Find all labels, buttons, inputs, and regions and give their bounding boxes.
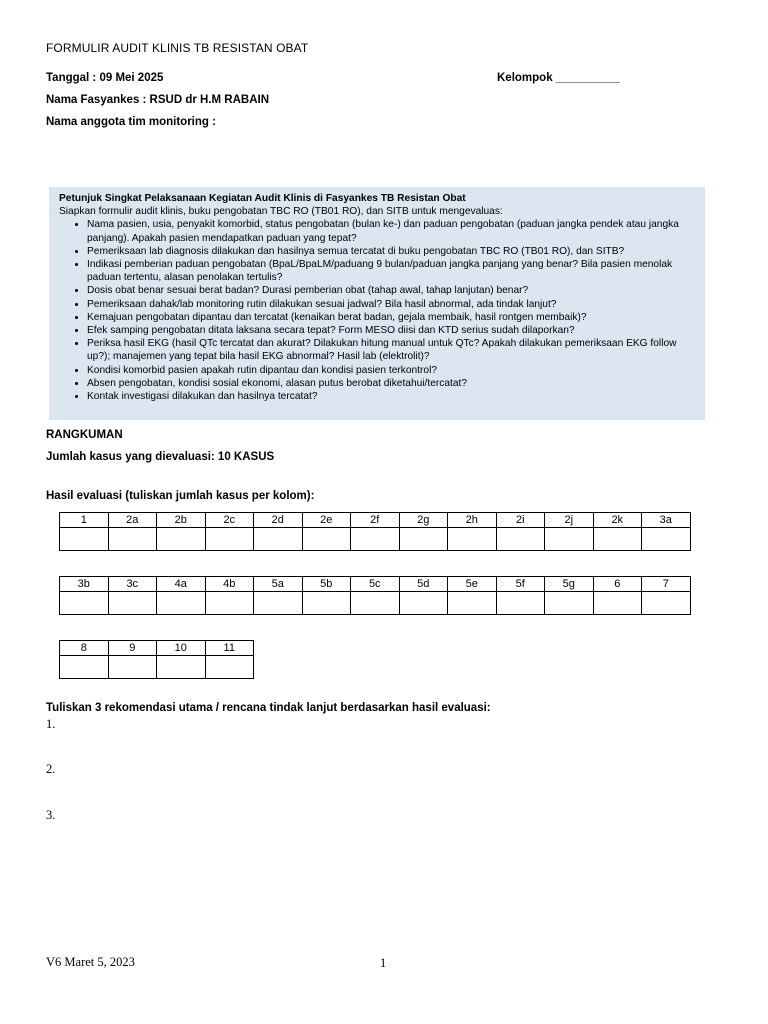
jumlah-kasus: Jumlah kasus yang dievaluasi: 10 KASUS [46,451,275,463]
list-item: • Efek samping pengobatan ditata laksana secara tepat? Form MESO diisi dan KTD serius sudah dilaporkan? [87,324,695,337]
list-item: • Absen pengobatan, kondisi sosial ekonomi, alasan putus berobat diketahui/tercatat? [87,377,695,390]
table-value-cell[interactable] [545,528,594,551]
table-value-cell[interactable] [205,656,254,679]
form-title: FORMULIR AUDIT KLINIS TB RESISTAN OBAT [46,41,309,55]
list-item: • Kondisi komorbid pasien apakah rutin dipantau dan kondisi pasien terkontrol? [87,364,695,377]
results-table-2 [59,576,691,615]
list-item: • Pemeriksaan lab diagnosis dilakukan dan hasilnya semua tercatat di buku pengobatan TBC RO (TB01 RO), dan SITB? [87,245,695,258]
table-value-cell[interactable] [448,592,497,615]
table-header-cell: 2g [399,513,448,528]
kelompok-field: Kelompok __________ [497,72,620,84]
table-header-cell: 2d [254,513,303,528]
table-value-cell[interactable] [108,592,157,615]
table-value-cell[interactable] [157,528,206,551]
instructions-intro: Siapkan formulir audit klinis, buku pengobatan TBC RO (TB01 RO), dan SITB untuk mengevaluas: [59,206,503,218]
table-header-cell: 4b [205,577,254,592]
instructions-box [49,187,705,420]
list-item: • Kontak investigasi dilakukan dan hasilnya tercatat? [87,390,695,403]
table-value-cell[interactable] [593,592,642,615]
table-header-cell: 2a [108,513,157,528]
table-header-cell: 5b [302,577,351,592]
instructions-heading: Petunjuk Singkat Pelaksanaan Kegiatan Audit Klinis di Fasyankes TB Resistan Obat [59,193,466,204]
table-header-cell: 5d [399,577,448,592]
instructions-list [59,218,695,403]
table-header-cell: 3c [108,577,157,592]
fasyankes-field: Nama Fasyankes : RSUD dr H.M RABAIN [46,94,270,106]
table-value-cell[interactable] [593,528,642,551]
table-header-cell: 7 [642,577,691,592]
list-item: • Dosis obat benar sesuai berat badan? Durasi pemberian obat (tahap awal, tahap lanjutan) benar? [87,284,695,297]
table-value-cell[interactable] [399,592,448,615]
table-header-cell: 2c [205,513,254,528]
table-header-cell: 2i [496,513,545,528]
list-item: • Periksa hasil EKG (hasil QTc tercatat dan akurat? Dilakukan hitung manual untuk QTc? Apakah dilakukan pemeriksaan EKG follow up?); manajemen yang tepat bila hasil EKG abnormal? Hasil lab (elektrolit)? [87,337,695,363]
table-header-cell: 9 [108,641,157,656]
table-value-cell[interactable] [205,592,254,615]
table-value-cell[interactable] [302,592,351,615]
recommendations-heading: Tuliskan 3 rekomendasi utama / rencana tindak lanjut berdasarkan hasil evaluasi: [46,702,491,714]
table-header-cell: 2h [448,513,497,528]
table-value-cell[interactable] [302,528,351,551]
list-item: • Nama pasien, usia, penyakit komorbid, status pengobatan (bulan ke-) dan paduan pengobatan (paduan jangka pendek atau jangka panjang). Apakah pasien mendapatkan paduan yang tepat? [87,218,695,244]
summary-heading: RANGKUMAN [46,429,123,441]
recommendation-1: 1. [46,717,56,731]
table-header-cell: 2j [545,513,594,528]
table-value-cell[interactable] [108,656,157,679]
recommendation-3: 3. [46,808,56,822]
results-table-1 [59,512,691,551]
table-header-cell: 2f [351,513,400,528]
recommendation-2: 2. [46,762,56,776]
table-header-cell: 11 [205,641,254,656]
table-value-cell[interactable] [254,592,303,615]
table-value-cell[interactable] [399,528,448,551]
table-value-cell[interactable] [642,528,691,551]
table-header-cell: 5e [448,577,497,592]
table-value-cell[interactable] [496,528,545,551]
table-value-cell[interactable] [60,528,109,551]
table-value-cell[interactable] [60,592,109,615]
table-header-cell: 3b [60,577,109,592]
table-value-cell[interactable] [642,592,691,615]
table-header-cell: 10 [157,641,206,656]
list-item: • Kemajuan pengobatan dipantau dan tercatat (kenaikan berat badan, gejala membaik, hasil rontgen membaik)? [87,311,695,324]
table-value-cell[interactable] [496,592,545,615]
anggota-field: Nama anggota tim monitoring : [46,116,216,128]
table-header-cell: 8 [60,641,109,656]
hasil-evaluasi-label: Hasil evaluasi (tuliskan jumlah kasus per kolom): [46,490,315,502]
table-value-cell[interactable] [157,592,206,615]
results-table-3 [59,640,254,679]
table-header-cell: 6 [593,577,642,592]
table-header-cell: 2b [157,513,206,528]
table-value-cell[interactable] [448,528,497,551]
table-value-cell[interactable] [157,656,206,679]
table-value-cell[interactable] [545,592,594,615]
page-number: 1 [380,956,387,970]
table-header-cell: 2e [302,513,351,528]
table-value-cell[interactable] [254,528,303,551]
table-value-cell[interactable] [108,528,157,551]
table-value-cell[interactable] [60,656,109,679]
footer-version: V6 Maret 5, 2023 [46,955,135,969]
table-value-cell[interactable] [351,528,400,551]
table-value-cell[interactable] [205,528,254,551]
table-header-cell: 5f [496,577,545,592]
table-value-cell[interactable] [351,592,400,615]
table-header-cell: 2k [593,513,642,528]
table-header-cell: 5a [254,577,303,592]
table-header-cell: 1 [60,513,109,528]
table-header-cell: 5g [545,577,594,592]
table-header-cell: 4a [157,577,206,592]
list-item: • Pemeriksaan dahak/lab monitoring rutin dilakukan sesuai jadwal? Bila hasil abnormal, ada tindak lanjut? [87,298,695,311]
table-header-cell: 5c [351,577,400,592]
list-item: • Indikasi pemberian paduan pengobatan (BpaL/BpaLM/paduang 9 bulan/paduan jangka panjang yang benar? Bila pasien menolak paduan tertentu, alasan penolakan tertulis? [87,258,695,284]
tanggal-field: Tanggal : 09 Mei 2025 [46,72,164,84]
table-header-cell: 3a [642,513,691,528]
